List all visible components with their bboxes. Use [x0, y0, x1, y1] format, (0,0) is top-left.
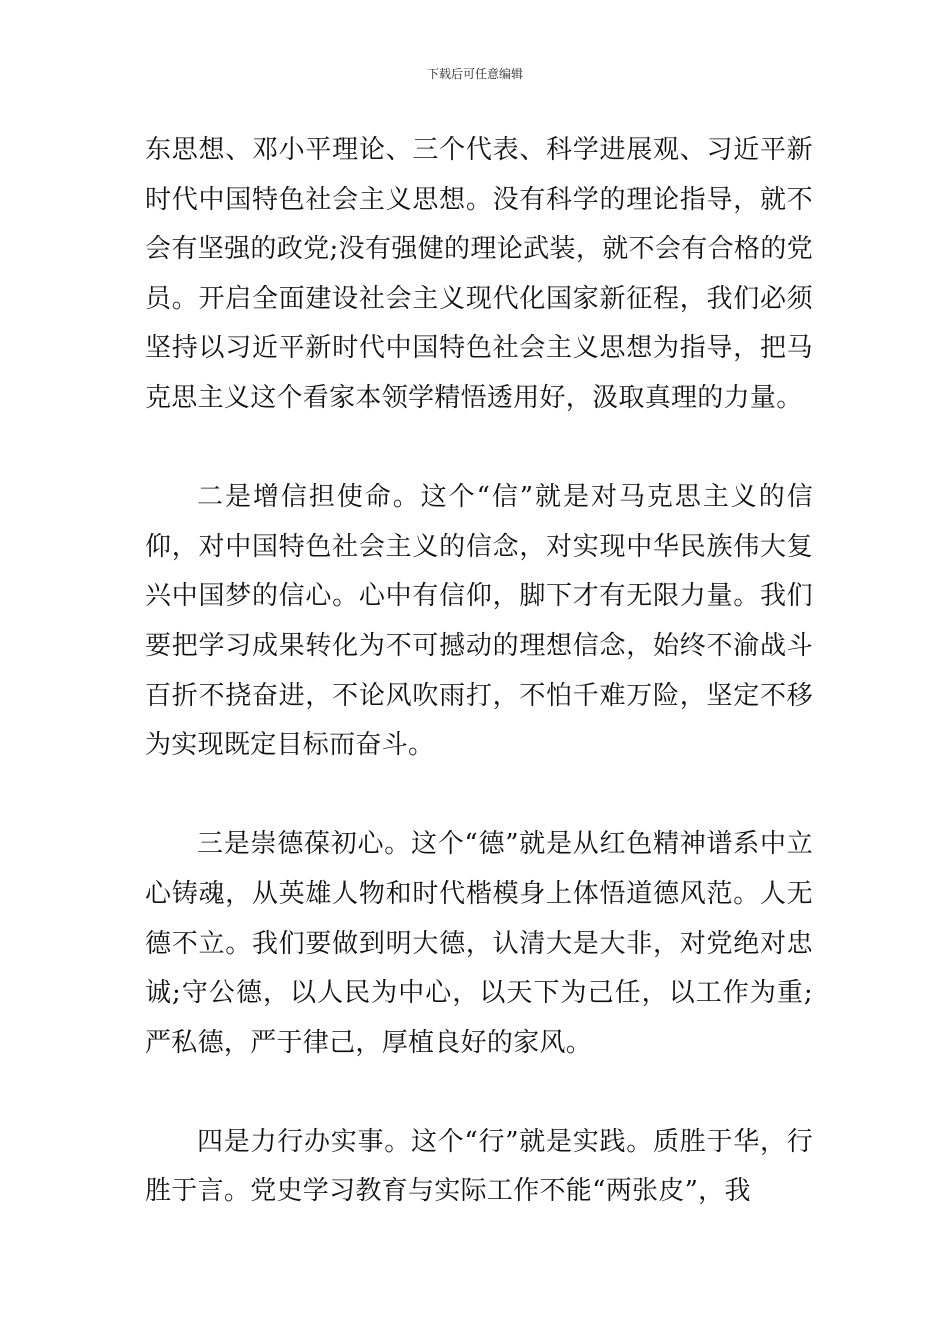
paragraph-second-point: 二是增信担使命。这个“信”就是对马克思主义的信仰，对中国特色社会主义的信念，对实现中华民族伟大复兴中国梦的信心。心中有信仰，脚下才有无限力量。我们要把学习成果转化为不可撼动的理想信念，始终不渝战斗百折不挠奋进，不论风吹雨打，不怕千难万险，坚定不移为实现既定目标而奋斗。: [145, 482, 813, 761]
document-body: [145, 126, 813, 1217]
paragraph-spacer: [145, 1068, 813, 1118]
paragraph-third-point: 三是崇德葆初心。这个“德”就是从红色精神谱系中立心铸魂，从英雄人物和时代楷模身上体悟道德风范。人无德不立。我们要做到明大德，认清大是大非，对党绝对忠诚;守公德，以人民为中心，以天下为己任，以工作为重;严私德，严于律己，厚植良好的家风。: [145, 829, 813, 1058]
paragraph-fourth-point: 四是力行办实事。这个“行”就是实践。质胜于华，行胜于言。党史学习教育与实际工作不能“两张皮”，我: [145, 1126, 813, 1207]
page-header: 下载后可任意编辑: [426, 67, 523, 81]
paragraph-spacer: [145, 424, 813, 474]
paragraph-spacer: [145, 771, 813, 821]
paragraph-continuation: 东思想、邓小平理论、三个代表、科学进展观、习近平新时代中国特色社会主义思想。没有科学的理论指导，就不会有坚强的政党;没有强健的理论武装，就不会有合格的党员。开启全面建设社会主义现代化国家新征程，我们必须坚持以习近平新时代中国特色社会主义思想为指导，把马克思主义这个看家本领学精悟透用好，汲取真理的力量。: [145, 135, 813, 413]
